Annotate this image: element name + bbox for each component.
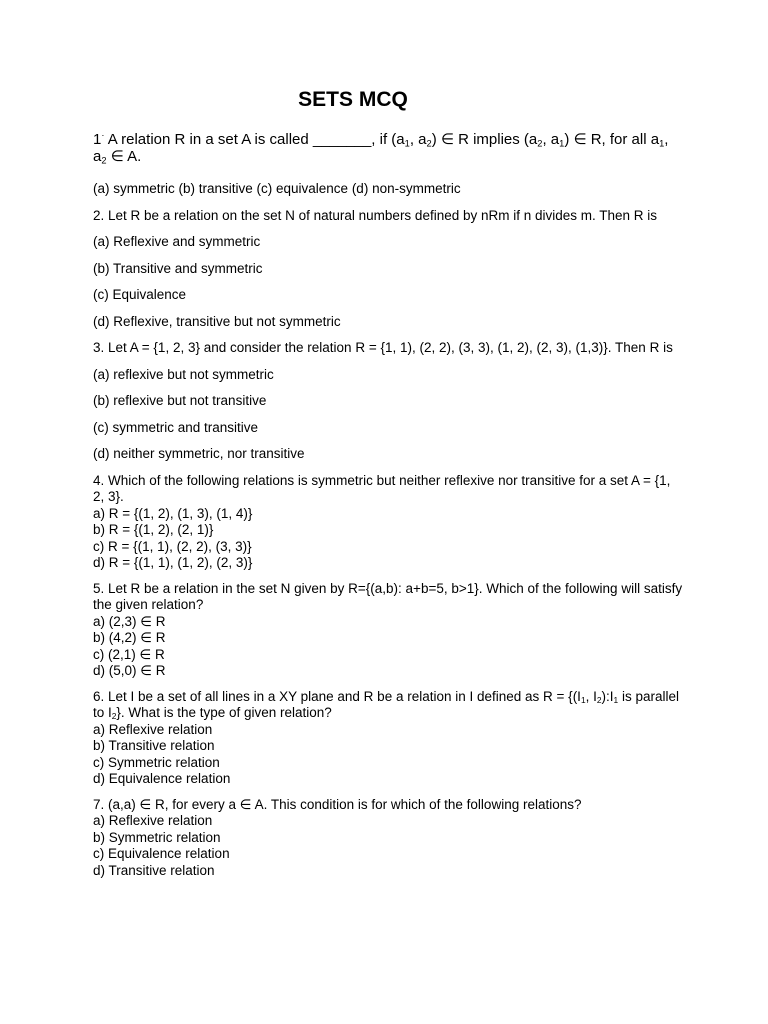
question-6-option-b: b) Transitive relation xyxy=(93,738,215,753)
question-7 xyxy=(93,797,683,880)
question-4-option-d: d) R = {(1, 1), (1, 2), (2, 3)} xyxy=(93,555,253,570)
question-2-option-d: (d) Reflexive, transitive but not symmetric xyxy=(93,313,341,329)
question-6-option-a: a) Reflexive relation xyxy=(93,721,213,737)
question-1 xyxy=(93,131,683,165)
question-2-text: 2. Let R be a relation on the set N of natural numbers defined by nRm if n divides m. Then R is xyxy=(93,207,658,223)
question-2-option-b: (b) Transitive and symmetric xyxy=(93,260,263,276)
question-2-option-c: (c) Equivalence xyxy=(93,287,187,302)
question-3-option-b: (b) reflexive but not transitive xyxy=(93,393,267,408)
question-7-option-d: d) Transitive relation xyxy=(93,862,215,878)
question-7-option-a: a) Reflexive relation xyxy=(93,813,213,828)
question-6 xyxy=(93,689,683,788)
question-2-option-a: (a) Reflexive and symmetric xyxy=(93,234,261,249)
question-4-option-a: a) R = {(1, 2), (1, 3), (1, 4)} xyxy=(93,505,253,521)
question-3-text: 3. Let A = {1, 2, 3} and consider the relation R = {1, 1), (2, 2), (3, 3), (1, 2), (2, 3), (1,3)}. Then R is xyxy=(93,340,673,355)
question-6-text: 6. Let I be a set of all lines in a XY plane and R be a relation in I defined as $R = \{(I_1$, $I_2):I_1$ is parallel to $I_2$}. What is the type of given relation? xyxy=(93,688,679,722)
page-title: SETS MCQ xyxy=(298,88,408,111)
question-3-option-d: (d) neither symmetric, nor transitive xyxy=(93,446,305,461)
question-7-text: 7. (a,a) ∈ R, for every a ∈ A. This condition is for which of the following relations? xyxy=(93,796,582,812)
question-1-options: (a) symmetric (b) transitive (c) equivalence (d) non-symmetric xyxy=(93,181,461,196)
question-7-option-b: b) Symmetric relation xyxy=(93,829,221,845)
question-4-text: 4. Which of the following relations is symmetric but neither reflexive nor transitive for a set A = {1, 2, 3}. xyxy=(93,472,671,504)
question-5-option-b: b) (4,2) ∈ R xyxy=(93,630,166,645)
question-1-number-mark: · xyxy=(101,130,105,140)
question-5-option-c: c) (2,1) ∈ R xyxy=(93,646,165,662)
question-5-text: 5. Let R be a relation in the set N given by R={(a,b): a+b=5, b>1}. Which of the following will satisfy the given relation? xyxy=(93,580,683,612)
question-4 xyxy=(93,473,683,572)
question-5-option-a: a) (2,3) ∈ R xyxy=(93,613,166,629)
question-6-option-c: c) Symmetric relation xyxy=(93,754,220,770)
question-3-option-a: (a) reflexive but not symmetric xyxy=(93,366,274,382)
question-5-option-d: d) (5,0) ∈ R xyxy=(93,663,166,678)
question-1-text: A relation R in a set A is called _______, if ($a_1$, $a_2$) ∈ R implies ($a_2$, $a_1$) ∈ R, for all $a_1$, $a_2$ ∈ A. xyxy=(93,131,669,166)
question-5 xyxy=(93,581,683,680)
question-list xyxy=(93,131,683,888)
question-1-number: 1 xyxy=(93,131,102,148)
question-4-option-b: b) R = {(1, 2), (2, 1)} xyxy=(93,522,214,537)
question-3-option-c: (c) symmetric and transitive xyxy=(93,419,259,435)
question-6-option-d: d) Equivalence relation xyxy=(93,771,231,786)
question-4-option-c: c) R = {(1, 1), (2, 2), (3, 3)} xyxy=(93,538,252,554)
question-7-option-c: c) Equivalence relation xyxy=(93,846,230,861)
